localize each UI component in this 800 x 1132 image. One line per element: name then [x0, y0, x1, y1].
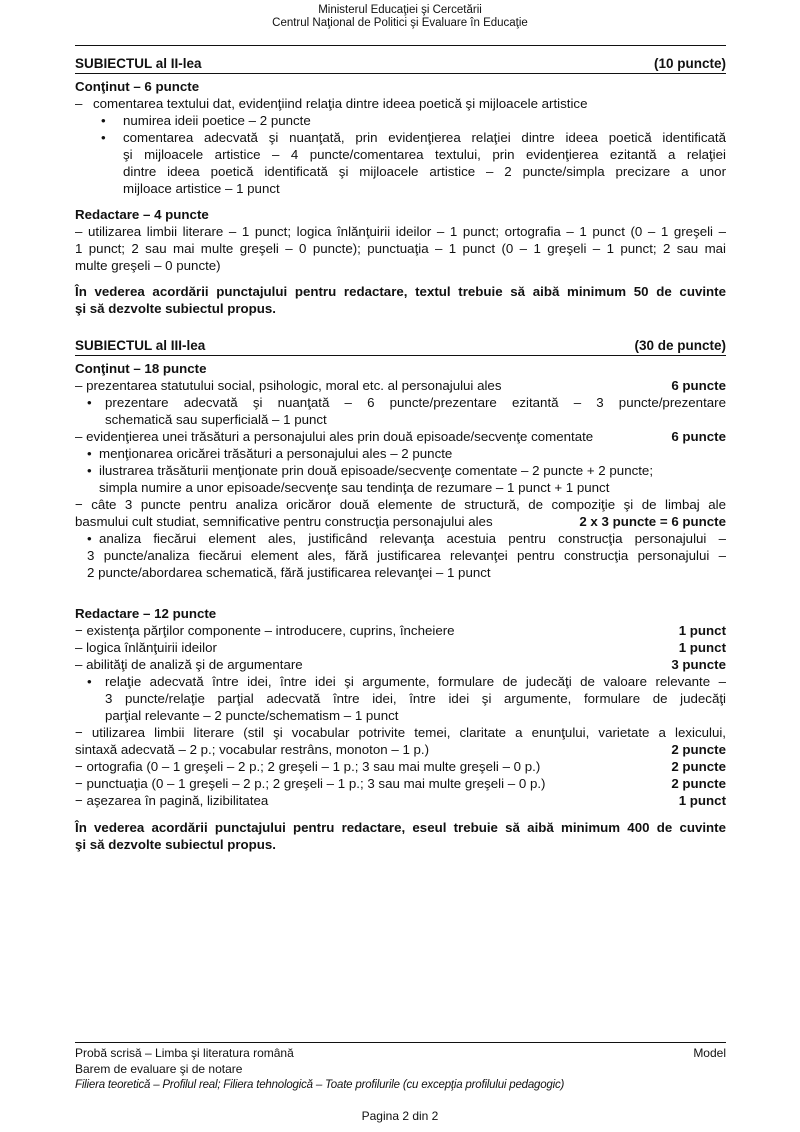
- bullet-2-line: şi mijloacele artistice – 4 puncte/comentarea textului, prin evidenţierea ezitantă a relaţiei: [123, 147, 726, 162]
- continut-item-3: − câte 3 puncte pentru analiza oricăror două elemente de structură, de compoziţie şi de limbaj ale: [75, 497, 726, 512]
- header-rule: [75, 45, 726, 46]
- intro-text: comentarea textului dat, evidenţiind relaţia dintre ideea poetică şi mijloacele artistice: [93, 96, 588, 111]
- subject-3-note: În vederea acordării punctajului pentru redactare, eseul trebuie să aibă minimum 400 de cuvinte: [75, 820, 726, 835]
- item-text: − aşezarea în pagină, lizibilitatea: [75, 793, 269, 808]
- dash: –: [75, 96, 83, 111]
- subject-2-title-row: [75, 56, 726, 74]
- item-score: 6 puncte: [671, 378, 726, 393]
- subject-3-points: (30 de puncte): [634, 338, 726, 353]
- subject-2-bullet-1: [75, 112, 726, 129]
- item-2-bullet-1: [75, 445, 726, 462]
- item-score: 2 puncte: [671, 776, 726, 791]
- item-score: 1 punct: [678, 623, 726, 638]
- subject-2-note: În vederea acordării punctajului pentru redactare, textul trebuie să aibă minimum 50 de cuvinte: [75, 284, 726, 299]
- item-score: 2 puncte: [671, 759, 726, 774]
- bullet-text: numirea ideii poetice – 2 puncte: [123, 113, 311, 128]
- subject-2-title: SUBIECTUL al II-lea: [75, 56, 202, 71]
- item-1-bullet-line: schematică sau superficială – 1 punct: [105, 412, 327, 427]
- item-3-bullet-line: 3 puncte/analiza fiecărui element ales, fără justificarea relevanţei pentru construcţia personajului –: [87, 548, 726, 563]
- bullet-icon: •: [87, 531, 92, 546]
- footer-exam: Probă scrisă – Limba şi literatura română: [75, 1046, 294, 1060]
- item-text: – evidenţierea unei trăsături a personajului ales prin două episoade/secvenţe comentate: [75, 429, 594, 444]
- limba-line-2: [75, 741, 726, 758]
- subject-3-title: SUBIECTUL al III-lea: [75, 338, 206, 353]
- bullet-icon: •: [87, 446, 92, 461]
- item-score: 6 puncte: [671, 429, 726, 444]
- subject-3-title-row: [75, 338, 726, 356]
- item-text: – abilităţi de analiză şi de argumentare: [75, 657, 303, 672]
- footer-barem: Barem de evaluare şi de notare: [75, 1062, 243, 1076]
- bullet-icon: •: [87, 674, 92, 689]
- item-2-bullet-line: ilustrarea trăsăturii menţionate prin două episoade/secvenţe comentate – 2 puncte + 2 puncte;: [99, 463, 654, 478]
- item-text: – prezentarea statutului social, psihologic, moral etc. al personajului ales: [75, 378, 502, 393]
- limba-line-1: − utilizarea limbii literare (stil şi vocabular potrivite temei, claritate a enunţului, varietate a lexicului,: [75, 725, 726, 740]
- bullet-2-line: dintre ideea poetică identificată şi mijloacele artistice – 2 puncte/simpla precizare a unor: [123, 164, 726, 179]
- item-text: − punctuaţia (0 – 1 greşeli – 2 p.; 2 greşeli – 1 p.; 3 sau mai multe greşeli – 0 p.): [75, 776, 546, 791]
- item-text: − existenţa părţilor componente – introducere, cuprins, încheiere: [75, 623, 455, 638]
- redactare-item: [75, 639, 726, 656]
- subject-3-continut-heading: Conţinut – 18 puncte: [75, 361, 207, 376]
- header-center: Centrul Naţional de Politici şi Evaluare în Educaţie: [272, 17, 528, 29]
- item-text: − ortografia (0 – 1 greşeli – 2 p.; 2 greşeli – 1 p.; 3 sau mai multe greşeli – 0 p.): [75, 759, 541, 774]
- subject-2-continut-heading: Conţinut – 6 puncte: [75, 79, 200, 94]
- redactare-bullet-line: relaţie adecvată între idei, între idei şi argumente, formulare de judecăţi de valoare relevante –: [105, 674, 726, 689]
- redactare-line: 1 punct; 2 sau mai multe greşeli – 0 puncte); punctuaţia – 1 punct (0 – 1 greşeli – 1 punct; 2 sau mai: [75, 241, 726, 256]
- item-3-bullet-line: analiza fiecărui element ales, justificând relevanţa acestuia pentru construcţia personajului –: [99, 531, 726, 546]
- bullet-2-line: comentarea adecvată şi nuanţată, prin evidenţierea relaţiei dintre ideea poetică identificată: [123, 130, 726, 145]
- item-text: – logica înlănţuirii ideilor: [75, 640, 217, 655]
- header-ministry: Ministerul Educaţiei şi Cercetării: [318, 4, 482, 16]
- subject-3-redactare-heading: Redactare – 12 puncte: [75, 606, 217, 621]
- continut-item-2: [75, 428, 726, 445]
- item-score: 1 punct: [678, 640, 726, 655]
- item-text: sintaxă adecvată – 2 p.; vocabular restrâns, monoton – 1 p.): [75, 742, 430, 757]
- redactare-line: multe greşeli – 0 puncte): [75, 258, 221, 273]
- redactare-item: [75, 792, 726, 809]
- item-score: 1 punct: [678, 793, 726, 808]
- bullet-icon: •: [101, 113, 106, 128]
- footer-filiera: Filiera teoretică – Profilul real; Filiera tehnologică – Toate profilurile (cu excepţia profilului pedagogic): [75, 1079, 565, 1091]
- subject-2-continut-intro: [75, 95, 726, 112]
- redactare-bullet-line: parţial relevante – 2 puncte/schematism – 1 punct: [105, 708, 399, 723]
- redactare-bullet-line: 3 puncte/relaţie parţial adecvată între idei, între idei şi argumente, formulare de judecăţi: [105, 691, 726, 706]
- continut-item-3-line-2: [75, 513, 726, 530]
- bullet-icon: •: [87, 395, 92, 410]
- item-text: basmului cult studiat, semnificative pentru construcţia personajului ales: [75, 514, 493, 529]
- page-number: Pagina 2 din 2: [361, 1109, 439, 1123]
- subject-2-note: şi să dezvolte subiectul propus.: [75, 301, 276, 316]
- bullet-text: menţionarea oricărei trăsături a personajului ales – 2 puncte: [99, 446, 453, 461]
- redactare-item: [75, 775, 726, 792]
- item-3-bullet-line: 2 puncte/abordarea schematică, fără justificarea relevanţei – 1 punct: [87, 565, 491, 580]
- footer-model: Model: [693, 1046, 726, 1060]
- redactare-line: – utilizarea limbii literare – 1 punct; logica înlănţuirii ideilor – 1 punct; ortografia – 1 punct (0 – 1 greşeli –: [75, 224, 726, 239]
- subject-2-points: (10 puncte): [653, 56, 726, 71]
- redactare-item: [75, 622, 726, 639]
- item-1-bullet-line: prezentare adecvată şi nuanţată – 6 puncte/prezentare ezitantă – 3 puncte/prezentare: [105, 395, 726, 410]
- redactare-item: [75, 656, 726, 673]
- item-score: 3 puncte: [671, 657, 726, 672]
- item-score: 2 x 3 puncte = 6 puncte: [579, 514, 726, 529]
- item-2-bullet-line: simpla numire a unor episoade/secvenţe sau tendinţa de rezumare – 1 punct + 1 punct: [99, 480, 610, 495]
- bullet-2-line: mijloace artistice – 1 punct: [123, 181, 280, 196]
- redactare-item: [75, 758, 726, 775]
- subject-3-note: şi să dezvolte subiectul propus.: [75, 837, 276, 852]
- subject-2-redactare-heading: Redactare – 4 puncte: [75, 207, 209, 222]
- bullet-icon: •: [87, 463, 92, 478]
- continut-item-1: [75, 377, 726, 394]
- item-score: 2 puncte: [671, 742, 726, 757]
- bullet-icon: •: [101, 130, 106, 145]
- footer-rule: [75, 1042, 726, 1043]
